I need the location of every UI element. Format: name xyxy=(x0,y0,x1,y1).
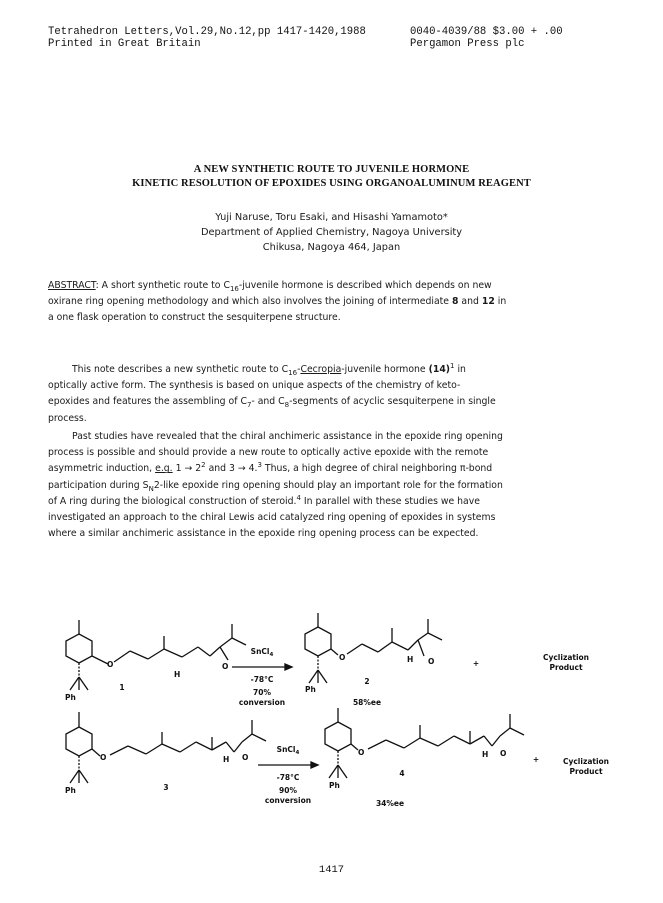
paper-title-line1: A NEW SYNTHETIC ROUTE TO JUVENILE HORMONE xyxy=(193,164,470,175)
reaction-1-conversion-word: conversion xyxy=(238,698,286,707)
abstract-label: ABSTRACT xyxy=(48,280,96,291)
publisher: Pergamon Press plc xyxy=(410,38,525,50)
compound-1-h-label: H xyxy=(174,670,181,679)
reaction-2-byproduct-line2: Product xyxy=(569,767,603,776)
compound-2-structure xyxy=(305,613,442,683)
compound-1-number: 1 xyxy=(119,683,125,692)
reaction-2-plus: + xyxy=(532,755,540,764)
compound-3-structure xyxy=(66,712,266,783)
compound-4-number: 4 xyxy=(399,769,405,778)
compound-3-oxygen-label: O xyxy=(100,753,107,762)
reaction-2-conversion-word: conversion xyxy=(264,796,312,805)
reaction-1-temperature: -78°C xyxy=(250,675,274,684)
paper-title-line2: KINETIC RESOLUTION OF EPOXIDES USING ORGANOALUMINUM REAGENT xyxy=(132,178,531,189)
compound-4-epoxide-o-label: O xyxy=(500,749,507,758)
compound-2-number: 2 xyxy=(364,677,370,686)
reaction-2-temperature: -78°C xyxy=(276,773,300,782)
reaction-1-reagent: SnCl$_4$ xyxy=(250,647,274,658)
price-code: 0040-4039/88 $3.00 + .00 xyxy=(410,26,563,38)
compound-4-ph-label: Ph xyxy=(329,781,340,790)
printed-location: Printed in Great Britain xyxy=(48,38,201,50)
reaction-1-byproduct-line1: Cyclization xyxy=(542,653,590,662)
compound-2-oxygen-label: O xyxy=(339,653,346,662)
compound-4-structure xyxy=(325,708,524,778)
affiliation-address: Chikusa, Nagoya 464, Japan xyxy=(262,242,401,253)
authors: Yuji Naruse, Toru Esaki, and Hisashi Yamamoto* xyxy=(215,212,448,223)
compound-4-h-label: H xyxy=(482,750,489,759)
intro-paragraph: This note describes a new synthetic route to $C_{16}-Cecropia$-juvenile hormone $(14)^1$ in optically active form. The synthesis is based on unique aspects of the chemistry of keto- epoxides and features the assembling of $C_7-$ and $C_8$-segments of acyclic sesquiterpene in single process. xyxy=(48,361,496,424)
abstract: ABSTRACT: A short synthetic route to $C_{16}$-juvenile hormone is described which depends on new oxirane ring opening methodology and which also involves the joining of intermediate 8 and 12 in a one flask operation to construct the sesquiterpene structure. xyxy=(48,280,507,324)
compound-1-structure xyxy=(66,620,246,690)
background-paragraph: Past studies have revealed that the chiral anchimeric assistance in the epoxide ring opening process is possible and should provide a new route to optically active epoxide with the remote asymmetric induction, e.g. $1 \to 2^2$ and 3 → 4.$^3$ Thus, a high degree of chiral neighboring π-bond participation during $S_N2$-like epoxide ring opening should play an important role for the formation of A ring during the biological construction of steroid.$^4$ In parallel with these studies we have investigated an approach to the chiral Lewis acid catalyzed ring opening of epoxides in systems where a similar anchimeric assistance in the epoxide ring opening process can be expected. xyxy=(48,431,503,540)
compound-3-number: 3 xyxy=(163,783,169,792)
compound-2-epoxide-o-label: O xyxy=(428,657,435,666)
reaction-1-ee: 58%ee xyxy=(352,698,382,707)
reaction-2-ee: 34%ee xyxy=(375,799,405,808)
reaction-1-plus: + xyxy=(472,659,480,668)
reaction-1-byproduct-line2: Product xyxy=(549,663,583,672)
compound-2-ph-label: Ph xyxy=(305,685,316,694)
compound-2-h-label: H xyxy=(407,655,414,664)
compound-1-epoxide-o-label: O xyxy=(222,662,229,671)
compound-1-oxygen-label: O xyxy=(107,660,114,669)
reaction-2-byproduct-line1: Cyclization xyxy=(562,757,610,766)
compound-3-epoxide-o-label: O xyxy=(242,753,249,762)
reaction-2-conversion: 90% xyxy=(279,786,297,795)
compound-4-oxygen-label: O xyxy=(358,748,365,757)
compound-1-ph-label: Ph xyxy=(65,693,76,702)
journal-citation: Tetrahedron Letters,Vol.29,No.12,pp 1417-1420,1988 xyxy=(48,26,366,38)
compound-3-h-label: H xyxy=(223,755,230,764)
reaction-2-reagent: SnCl$_4$ xyxy=(276,745,300,756)
page-number: 1417 xyxy=(318,864,345,876)
reaction-1-conversion: 70% xyxy=(253,688,271,697)
affiliation-department: Department of Applied Chemistry, Nagoya University xyxy=(200,227,463,238)
compound-3-ph-label: Ph xyxy=(65,786,76,795)
